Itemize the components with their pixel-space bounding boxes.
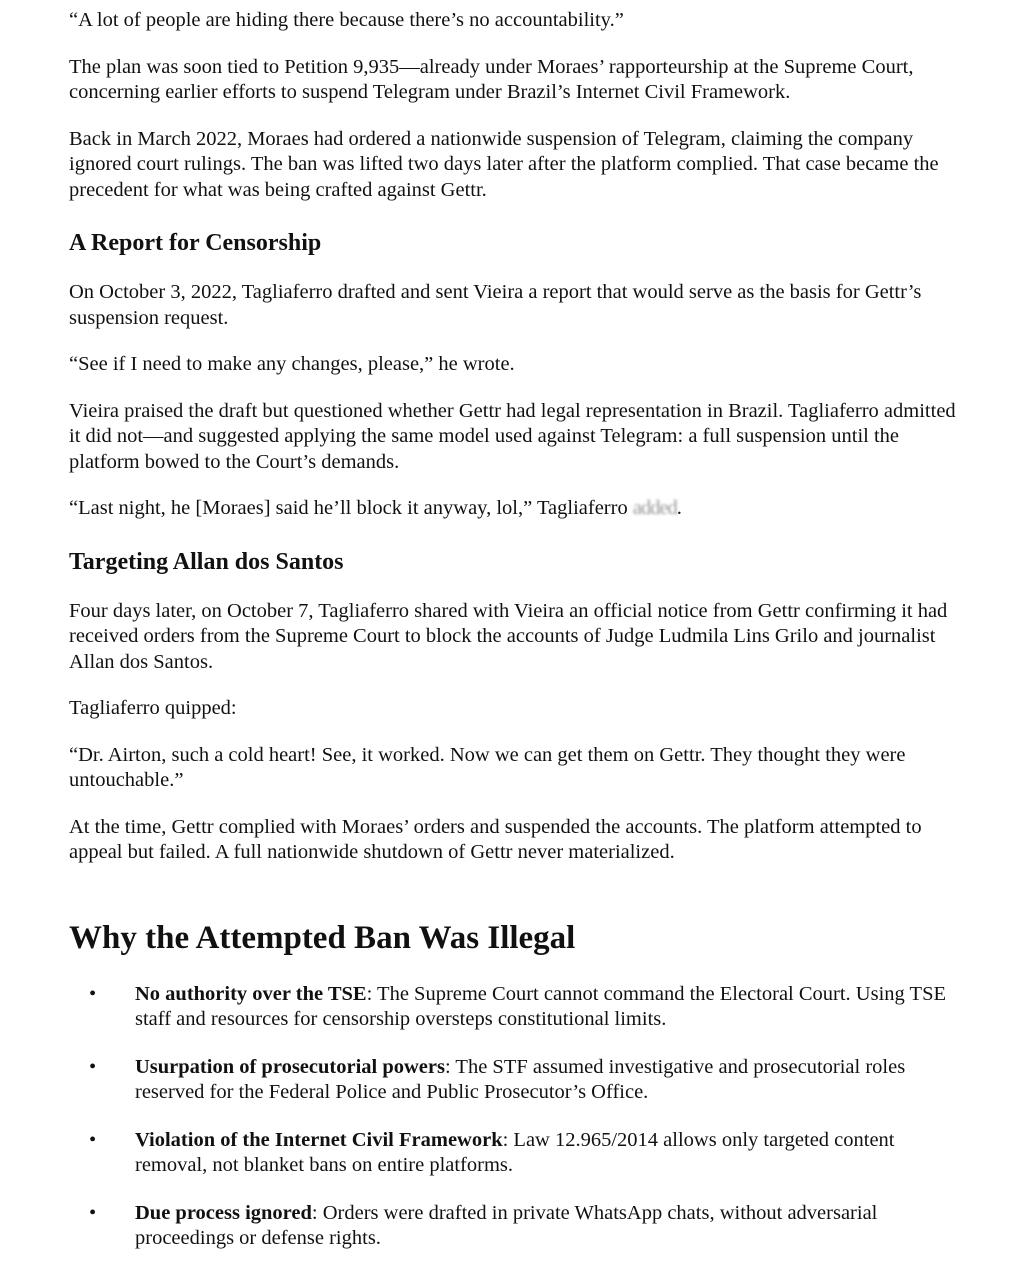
paragraph-at-the-time: At the time, Gettr complied with Moraes’ orders and suspended the accounts. The platform attempted to appeal but failed. A full nationwide shutdown of Gettr never materialized.: [69, 815, 922, 863]
paragraph-vieira-praised: Vieira praised the draft but questioned whether Gettr had legal representation in Brazil. Tagliaferro admitted it did not—and suggested applying the same model used against Telegram: a full suspension until the platform bowed to the Court’s demands.: [69, 399, 956, 473]
section-heading-report: A Report for Censorship: [69, 230, 322, 256]
quote-accountability: “A lot of people are hiding there because there’s no accountability.”: [69, 9, 624, 31]
paragraph-march-2022: Back in March 2022, Moraes had ordered a nationwide suspension of Telegram, claiming the company ignored court rulings. The ban was lifted two days later after the platform complied. That case became the precedent for what was being crafted against Gettr.: [69, 127, 939, 201]
blurred-word: added: [632, 497, 677, 519]
bullet-icon: •: [89, 982, 97, 1005]
list-item: [69, 1055, 963, 1106]
illegal-reasons-list: [69, 982, 963, 1252]
quote-block-anyway: [69, 496, 963, 522]
bullet-icon: •: [89, 1055, 97, 1078]
quote-changes: “See if I need to make any changes, please,” he wrote.: [69, 353, 515, 375]
list-item: [69, 982, 963, 1033]
quote-block-anyway-period: .: [676, 497, 682, 519]
list-item-title: Usurpation of prosecutorial powers: [135, 1055, 445, 1078]
section-heading-targeting: Targeting Allan dos Santos: [69, 548, 344, 575]
list-item-text: : The STF assumed investigative and prosecutorial roles reserved for the Federal Police and Public Prosecutor’s Office.: [135, 1055, 906, 1103]
quote-block-anyway-text: “Last night, he [Moraes] said he’ll block it anyway, lol,” Tagliaferro: [69, 497, 628, 519]
list-item-title: No authority over the TSE: [135, 982, 367, 1005]
quote-cold-heart: “Dr. Airton, such a cold heart! See, it worked. Now we can get them on Gettr. They thought they were untouchable.”: [69, 743, 906, 791]
paragraph-petition: The plan was soon tied to Petition 9,935—already under Moraes’ rapporteurship at the Supreme Court, concerning earlier efforts to suspend Telegram under Brazil’s Internet Civil Framework.: [69, 55, 914, 103]
paragraph-october-7: Four days later, on October 7, Tagliaferro shared with Vieira an official notice from Gettr confirming it had received orders from the Supreme Court to block the accounts of Judge Ludmila Lins Grilo and journalist Allan dos Santos.: [69, 599, 948, 673]
list-item: [69, 1128, 963, 1179]
list-item-text: : Orders were drafted in private WhatsApp chats, without adversarial proceedings or defense rights.: [135, 1201, 878, 1249]
list-item-text: : The Supreme Court cannot command the Electoral Court. Using TSE staff and resources for censorship oversteps constitutional limits.: [135, 982, 946, 1030]
bullet-icon: •: [89, 1201, 97, 1224]
list-item-title: Due process ignored: [135, 1201, 312, 1224]
paragraph-quipped: Tagliaferro quipped:: [69, 697, 237, 719]
heading-why-illegal: Why the Attempted Ban Was Illegal: [69, 919, 576, 956]
list-item-text: : Law 12.965/2014 allows only targeted content removal, not blanket bans on entire platforms.: [135, 1128, 895, 1176]
paragraph-october-3: On October 3, 2022, Tagliaferro drafted and sent Vieira a report that would serve as the basis for Gettr’s suspension request.: [69, 281, 922, 329]
list-item: [69, 1201, 963, 1252]
bullet-icon: •: [89, 1128, 97, 1151]
list-item-title: Violation of the Internet Civil Framework: [135, 1128, 503, 1151]
